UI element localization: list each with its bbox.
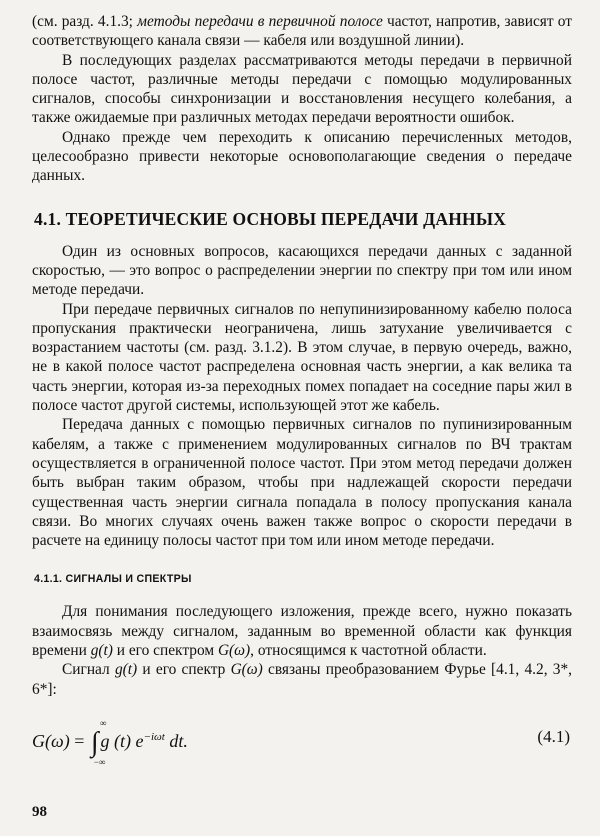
signal-symbol: g(t) (90, 642, 113, 660)
formula-lhs: G(ω) (32, 730, 70, 751)
intro-paragraph-1 (32, 12, 572, 51)
intro-paragraph-3: Однако прежде чем переходить к описанию перечисленных методов, целесообразно привести некоторые основополагающие сведения о передаче данных. (32, 128, 572, 185)
subsection-paragraph-2 (32, 660, 572, 699)
formula-differential: dt. (164, 730, 188, 751)
formula-exponent: −iωt (143, 730, 165, 743)
spectrum-symbol: G(ω) (230, 661, 263, 679)
spectrum-symbol: G(ω) (217, 642, 251, 660)
formula-row (32, 711, 572, 773)
section-title: 4.1. ТЕОРЕТИЧЕСКИЕ ОСНОВЫ ПЕРЕДАЧИ ДАННЫХ (34, 208, 507, 229)
equation-number: (4.1) (537, 726, 570, 746)
integral-sign (90, 717, 107, 767)
integral-upper-limit: ∞ (99, 717, 107, 728)
integral-symbol: ∫ (90, 726, 99, 758)
intro-text-end: частот, напротив, зависят от соответствующего канала связи — кабеля или воздушной линии). (32, 13, 572, 50)
subsection-paragraph-1 (32, 602, 572, 660)
signal-symbol: g(t) (114, 661, 138, 679)
section-paragraph-3: Передача данных с помощью первичных сигналов по пупинизированным кабелям, а также с применением модулированных сигналов по ВЧ трактам осуществляется в ограниченной полосе частот. При этом метод передачи должен быть выбран таким образом, чтобы при надлежащей скорости передачи существенная часть энергии сигнала попадала в полосу пропускания канала связи. Во многих случаях очень важен также вопрос о скорости передачи в расчете на единицу полосы частот при том или ином методе передачи. (32, 416, 572, 550)
intro-text-start: (см. разд. 4.1.3; (32, 13, 138, 30)
formula-equals: = (69, 730, 89, 751)
page-number: 98 (32, 804, 47, 820)
subsection-title: 4.1.1. СИГНАЛЫ И СПЕКТРЫ (34, 573, 192, 586)
subsection-p1-text-a: Для понимания последующего изложения, прежде всего, нужно показать взаимосвязь между сигналом, заданным во временной области как функция времени (32, 603, 572, 660)
section-paragraph-1: Один из основных вопросов, касающихся передачи данных с заданной скоростью, — это вопрос о распределении энергии по спектру при том или ином методе передачи. (32, 242, 572, 299)
fourier-formula (32, 717, 188, 767)
intro-italic-term: методы передачи в первичной полосе (137, 13, 383, 30)
integral-lower-limit: −∞ (93, 756, 106, 767)
formula-integrand: g (t) e (100, 730, 144, 751)
subsection-p1-text-b: и его спектром (112, 642, 218, 660)
intro-paragraph-2: В последующих разделах рассматриваются методы передачи в первичной полосе частот, различные методы передачи с помощью модулированных сигналов, способы синхронизации и восстановления несущего колебания, а также ожидаемые при различных методах передачи вероятности ошибок. (32, 51, 572, 127)
subsection-p2-text-a: Сигнал (62, 661, 115, 679)
subsection-p1-text-c: , относящимся к частотной области. (250, 642, 487, 660)
subsection-p2-text-b: и его спектр (137, 661, 231, 679)
section-paragraph-2: При передаче первичных сигналов по непупинизированному кабелю полоса пропускания практически неограничена, лишь затухание увеличивается с возрастанием частоты (см. разд. 3.1.2). В этом случае, в первую очередь, важно, не в какой полосе частот распределена основная часть энергии, а как велика та часть энергии, которая из-за переходных помех попадает на соседние пары жил в полосе частот другой системы, использующей этот же кабель. (32, 300, 572, 415)
subsection-p2-text-c: связаны преобразованием Фурье [4.1, 4.2, 3*, 6*]: (32, 661, 573, 698)
